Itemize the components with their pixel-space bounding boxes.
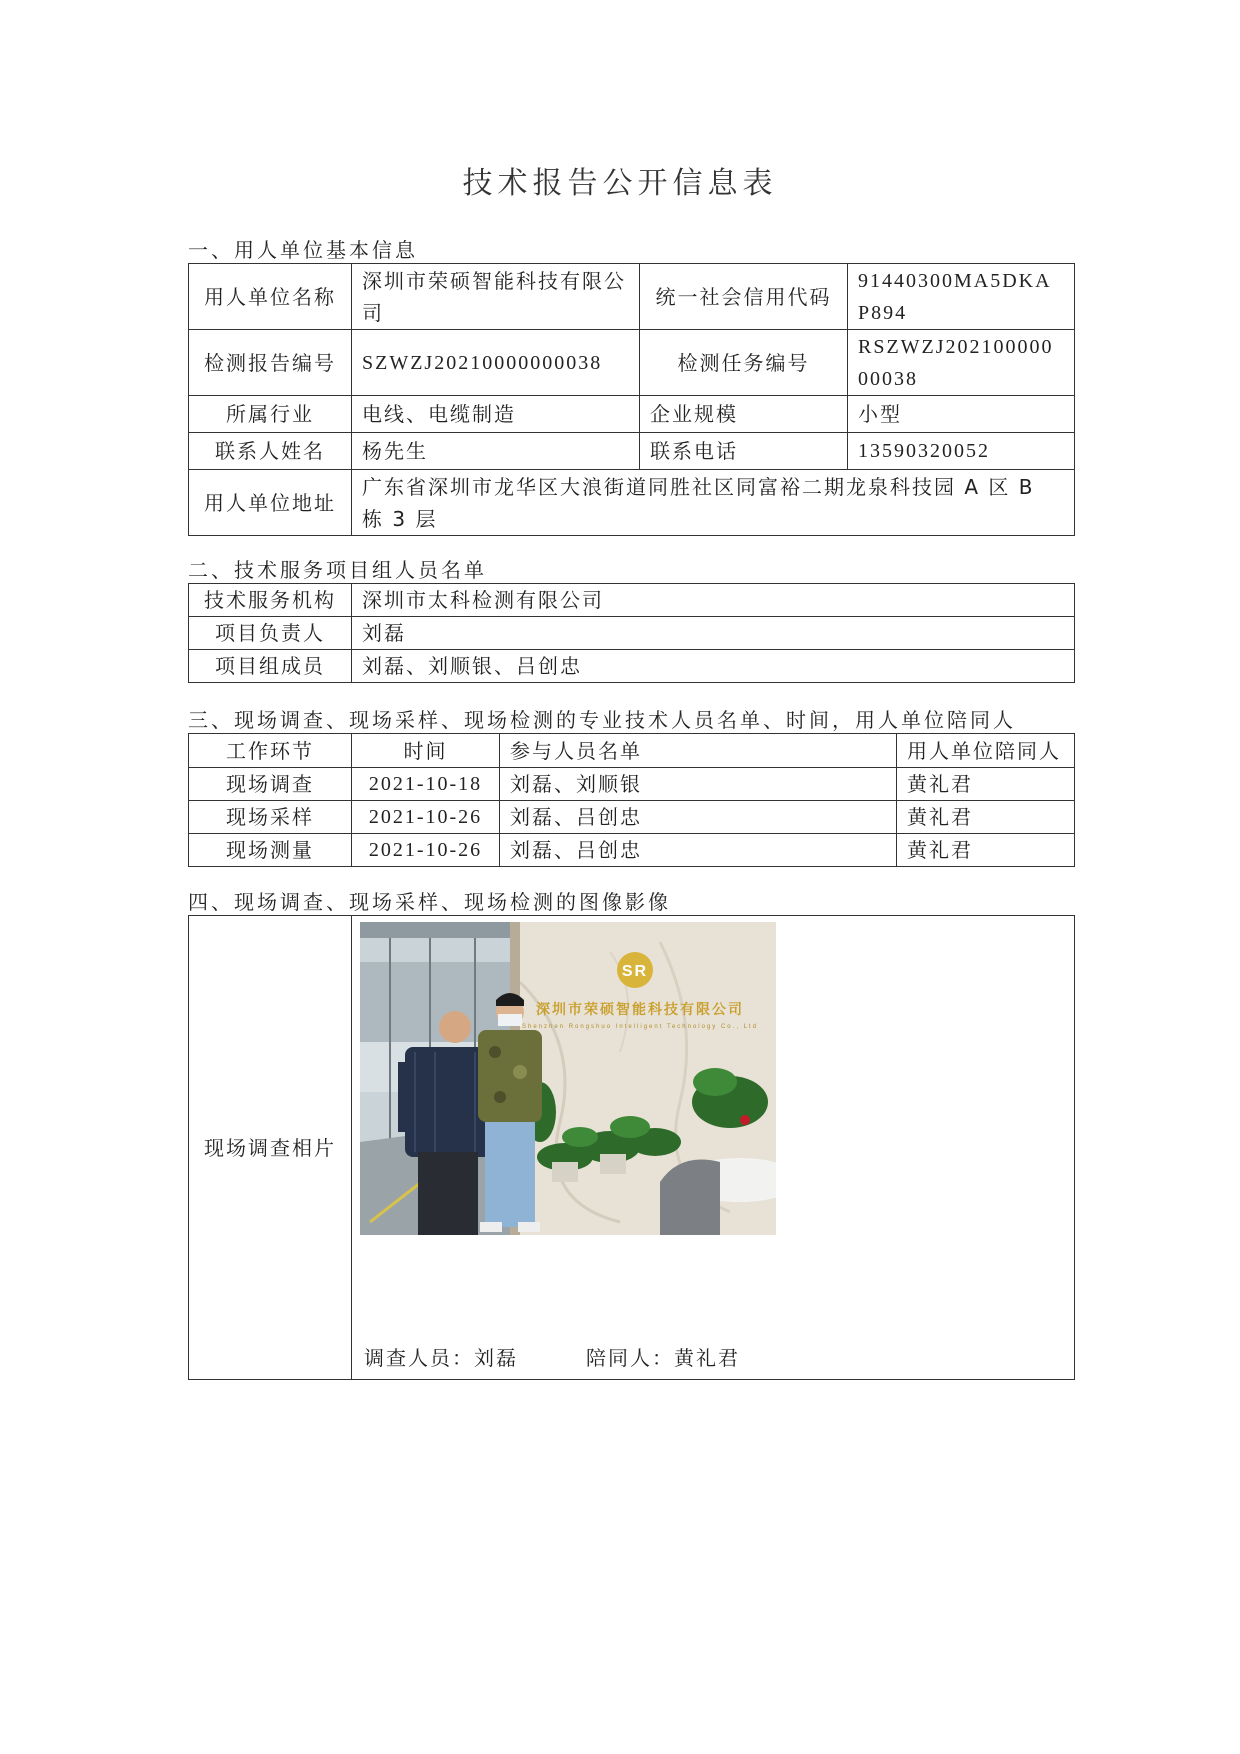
table-row — [189, 396, 1075, 433]
credit-code-value: 91440300MA5DKAP894 — [848, 264, 1075, 330]
table-row — [189, 433, 1075, 470]
employer-name-label: 用人单位名称 — [189, 264, 352, 330]
stage-cell: 现场采样 — [189, 801, 352, 834]
table-header-row — [189, 734, 1075, 768]
industry-label: 所属行业 — [189, 396, 352, 433]
table-row — [189, 834, 1075, 867]
column-header: 用人单位陪同人 — [897, 734, 1075, 768]
date-cell: 2021-10-26 — [352, 801, 500, 834]
project-leader-value: 刘磊 — [352, 617, 1075, 650]
photo-cell — [352, 916, 1075, 1380]
column-header: 工作环节 — [189, 734, 352, 768]
svg-text:SR: SR — [621, 963, 649, 980]
basic-info-table — [188, 263, 1075, 536]
companion-cell: 黄礼君 — [897, 768, 1075, 801]
column-header: 参与人员名单 — [500, 734, 897, 768]
companion-cell: 黄礼君 — [897, 801, 1075, 834]
participants-cell: 刘磊、刘顺银 — [500, 768, 897, 801]
section2-heading: 二、技术服务项目组人员名单 — [188, 558, 487, 582]
date-cell: 2021-10-18 — [352, 768, 500, 801]
column-header: 时间 — [352, 734, 500, 768]
task-number-value: RSZWZJ20210000000038 — [848, 330, 1075, 396]
section4-heading: 四、现场调查、现场采样、现场检测的图像影像 — [188, 890, 671, 914]
table-row — [189, 584, 1075, 617]
date-cell: 2021-10-26 — [352, 834, 500, 867]
section3-heading: 三、现场调查、现场采样、现场检测的专业技术人员名单、时间，用人单位陪同人 — [188, 708, 1016, 732]
scale-value: 小型 — [848, 396, 1075, 433]
credit-code-label: 统一社会信用代码 — [640, 264, 848, 330]
contact-name-value: 杨先生 — [352, 433, 640, 470]
stage-cell: 现场测量 — [189, 834, 352, 867]
site-survey-photo — [360, 922, 776, 1235]
employer-name-value: 深圳市荣硕智能科技有限公司 — [352, 264, 640, 330]
field-work-table — [188, 733, 1075, 867]
photo-row-label: 现场调查相片 — [189, 916, 352, 1380]
sign-subtext: Shenzhen Rongshuo Intelligent Technology Co., Ltd — [522, 1024, 758, 1030]
team-members-value: 刘磊、刘顺银、吕创忠 — [352, 650, 1075, 683]
table-row — [189, 470, 1075, 536]
table-row — [189, 617, 1075, 650]
investigator-text: 调查人员：刘磊 — [364, 1346, 518, 1370]
stage-cell: 现场调查 — [189, 768, 352, 801]
industry-value: 电线、电缆制造 — [352, 396, 640, 433]
photo-caption — [364, 1342, 740, 1374]
table-row — [189, 330, 1075, 396]
page-title: 技术报告公开信息表 — [462, 166, 778, 201]
table-row — [189, 801, 1075, 834]
table-row — [189, 768, 1075, 801]
project-team-table — [188, 583, 1075, 683]
contact-name-label: 联系人姓名 — [189, 433, 352, 470]
table-row — [189, 264, 1075, 330]
table-row — [189, 916, 1075, 1380]
team-members-label: 项目组成员 — [189, 650, 352, 683]
companion-text: 陪同人：黄礼君 — [586, 1346, 740, 1370]
phone-value: 13590320052 — [848, 433, 1075, 470]
section1-heading: 一、用人单位基本信息 — [188, 238, 418, 262]
phone-label: 联系电话 — [640, 433, 848, 470]
task-number-label: 检测任务编号 — [640, 330, 848, 396]
address-value: 广东省深圳市龙华区大浪街道同胜社区同富裕二期龙泉科技园 A 区 B 栋 3 层 — [352, 470, 1075, 536]
table-row — [189, 650, 1075, 683]
participants-cell: 刘磊、吕创忠 — [500, 801, 897, 834]
sign-text: 深圳市荣硕智能科技有限公司 — [536, 1002, 744, 1018]
report-number-label: 检测报告编号 — [189, 330, 352, 396]
service-org-value: 深圳市太科检测有限公司 — [352, 584, 1075, 617]
service-org-label: 技术服务机构 — [189, 584, 352, 617]
address-label: 用人单位地址 — [189, 470, 352, 536]
report-number-value: SZWZJ20210000000038 — [352, 330, 640, 396]
project-leader-label: 项目负责人 — [189, 617, 352, 650]
photo-table — [188, 915, 1075, 1380]
participants-cell: 刘磊、吕创忠 — [500, 834, 897, 867]
companion-cell: 黄礼君 — [897, 834, 1075, 867]
scale-label: 企业规模 — [640, 396, 848, 433]
